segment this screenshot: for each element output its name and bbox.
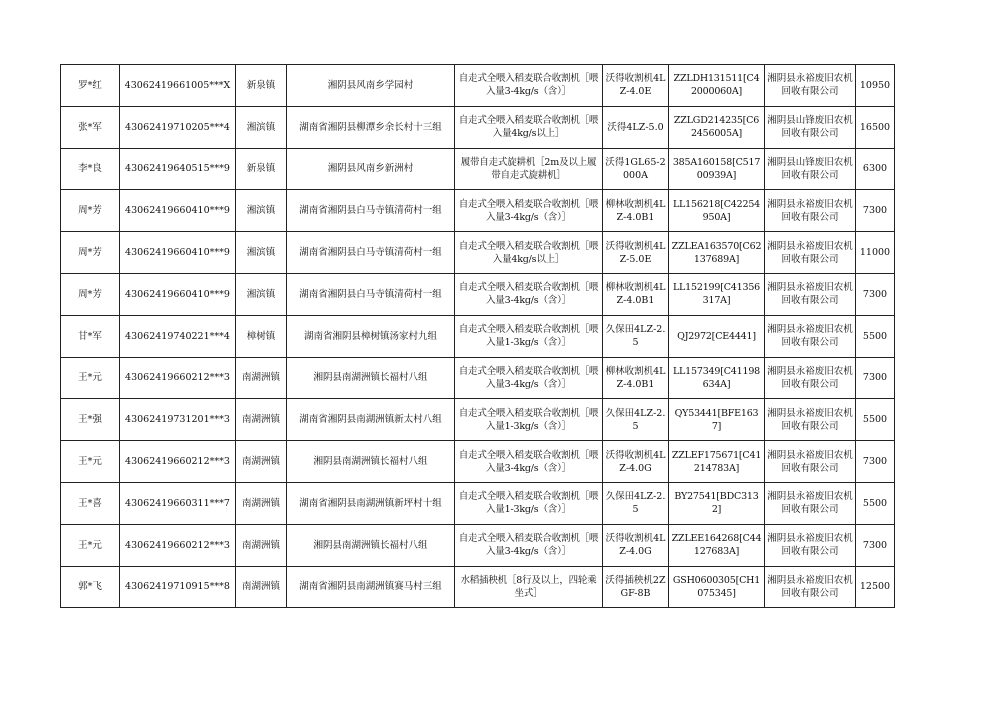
address-cell: 湘阴县风南乡学园村: [287, 65, 455, 107]
machine-type-cell: 自走式全喂入稻麦联合收割机［喂入量4kg/s以上］: [455, 232, 603, 274]
id-number-cell: 43062419640515***9: [120, 148, 236, 190]
town-cell: 湘滨镇: [236, 190, 287, 232]
id-number-cell: 43062419661005***X: [120, 65, 236, 107]
amount-cell: 5500: [856, 482, 895, 524]
address-cell: 湘阴县风南乡新洲村: [287, 148, 455, 190]
owner-name-cell: 周*芳: [61, 273, 120, 315]
table-row: [61, 315, 895, 357]
serial-number-cell: LL156218[C42254950A]: [669, 190, 765, 232]
table-row: [61, 524, 895, 566]
owner-name-cell: 李*良: [61, 148, 120, 190]
model-cell: 柳林收割机4LZ-4.0B1: [603, 190, 669, 232]
amount-cell: 7300: [856, 190, 895, 232]
recycler-cell: 湘阴县永裕废旧农机回收有限公司: [765, 65, 856, 107]
owner-name-cell: 周*芳: [61, 232, 120, 274]
address-cell: 湖南省湘阴县南湖洲镇新太村八组: [287, 399, 455, 441]
serial-number-cell: QJ2972[CE4441]: [669, 315, 765, 357]
serial-number-cell: ZZLEE164268[C44127683A]: [669, 524, 765, 566]
machine-type-cell: 自走式全喂入稻麦联合收割机［喂入量3-4kg/s（含）］: [455, 524, 603, 566]
id-number-cell: 43062419731201***3: [120, 399, 236, 441]
model-cell: 久保田4LZ-2.5: [603, 399, 669, 441]
town-cell: 南湖洲镇: [236, 482, 287, 524]
table-row: [61, 482, 895, 524]
owner-name-cell: 张*军: [61, 106, 120, 148]
town-cell: 樟树镇: [236, 315, 287, 357]
serial-number-cell: ZZLEA163570[C62137689A]: [669, 232, 765, 274]
town-cell: 湘滨镇: [236, 273, 287, 315]
address-cell: 湖南省湘阴县白马寺镇清荷村一组: [287, 190, 455, 232]
amount-cell: 5500: [856, 399, 895, 441]
recycler-cell: 湘阴县永裕废旧农机回收有限公司: [765, 273, 856, 315]
id-number-cell: 43062419710205***4: [120, 106, 236, 148]
recycler-cell: 湘阴县永裕废旧农机回收有限公司: [765, 190, 856, 232]
model-cell: 柳林收割机4LZ-4.0B1: [603, 273, 669, 315]
model-cell: 沃得收割机4LZ-4.0G: [603, 524, 669, 566]
address-cell: 湖南省湘阴县白马寺镇清荷村一组: [287, 232, 455, 274]
machine-type-cell: 自走式全喂入稻麦联合收割机［喂入量1-3kg/s（含）］: [455, 482, 603, 524]
recycler-cell: 湘阴县永裕废旧农机回收有限公司: [765, 524, 856, 566]
machine-type-cell: 自走式全喂入稻麦联合收割机［喂入量3-4kg/s（含）］: [455, 441, 603, 483]
table-row: [61, 190, 895, 232]
model-cell: 沃得1GL65-2000A: [603, 148, 669, 190]
table-row: [61, 357, 895, 399]
amount-cell: 16500: [856, 106, 895, 148]
recycler-cell: 湘阴县永裕废旧农机回收有限公司: [765, 315, 856, 357]
model-cell: 沃得插秧机2ZGF-8B: [603, 566, 669, 608]
id-number-cell: 43062419660212***3: [120, 357, 236, 399]
serial-number-cell: BY27541[BDC3132]: [669, 482, 765, 524]
recycler-cell: 湘阴县永裕废旧农机回收有限公司: [765, 482, 856, 524]
amount-cell: 7300: [856, 524, 895, 566]
model-cell: 沃得收割机4LZ-5.0E: [603, 232, 669, 274]
table-row: [61, 273, 895, 315]
recycler-cell: 湘阴县永裕废旧农机回收有限公司: [765, 232, 856, 274]
id-number-cell: 43062419660212***3: [120, 524, 236, 566]
table-row: [61, 441, 895, 483]
amount-cell: 6300: [856, 148, 895, 190]
town-cell: 南湖洲镇: [236, 566, 287, 608]
recycler-cell: 湘阴县永裕废旧农机回收有限公司: [765, 357, 856, 399]
id-number-cell: 43062419740221***4: [120, 315, 236, 357]
machine-type-cell: 自走式全喂入稻麦联合收割机［喂入量3-4kg/s（含）］: [455, 273, 603, 315]
recycler-cell: 湘阴县山锋废旧农机回收有限公司: [765, 106, 856, 148]
id-number-cell: 43062419660410***9: [120, 190, 236, 232]
serial-number-cell: ZZLGD214235[C62456005A]: [669, 106, 765, 148]
town-cell: 湘滨镇: [236, 232, 287, 274]
address-cell: 湖南省湘阴县南湖洲镇新坪村十组: [287, 482, 455, 524]
amount-cell: 7300: [856, 441, 895, 483]
machine-type-cell: 自走式全喂入稻麦联合收割机［喂入量4kg/s以上］: [455, 106, 603, 148]
town-cell: 南湖洲镇: [236, 441, 287, 483]
id-number-cell: 43062419710915***8: [120, 566, 236, 608]
owner-name-cell: 王*强: [61, 399, 120, 441]
amount-cell: 5500: [856, 315, 895, 357]
machine-type-cell: 水稻插秧机［8行及以上，四轮乘坐式］: [455, 566, 603, 608]
machine-type-cell: 自走式全喂入稻麦联合收割机［喂入量3-4kg/s（含）］: [455, 357, 603, 399]
table-row: [61, 65, 895, 107]
address-cell: 湘阴县南湖洲镇长福村八组: [287, 357, 455, 399]
owner-name-cell: 王*喜: [61, 482, 120, 524]
records-table: [60, 64, 895, 608]
records-table-body: [61, 65, 895, 608]
serial-number-cell: 385A160158[C51700939A]: [669, 148, 765, 190]
model-cell: 久保田4LZ-2.5: [603, 482, 669, 524]
table-row: [61, 232, 895, 274]
serial-number-cell: ZZLEF175671[C41214783A]: [669, 441, 765, 483]
recycler-cell: 湘阴县山锋废旧农机回收有限公司: [765, 148, 856, 190]
table-row: [61, 106, 895, 148]
machine-type-cell: 自走式全喂入稻麦联合收割机［喂入量1-3kg/s（含）］: [455, 399, 603, 441]
owner-name-cell: 周*芳: [61, 190, 120, 232]
machine-type-cell: 自走式全喂入稻麦联合收割机［喂入量3-4kg/s（含）］: [455, 190, 603, 232]
owner-name-cell: 郭*飞: [61, 566, 120, 608]
machine-type-cell: 自走式全喂入稻麦联合收割机［喂入量3-4kg/s（含）］: [455, 65, 603, 107]
town-cell: 南湖洲镇: [236, 524, 287, 566]
address-cell: 湖南省湘阴县南湖洲镇赛马村三组: [287, 566, 455, 608]
owner-name-cell: 王*元: [61, 441, 120, 483]
table-row: [61, 148, 895, 190]
address-cell: 湘阴县南湖洲镇长福村八组: [287, 441, 455, 483]
owner-name-cell: 罗*红: [61, 65, 120, 107]
model-cell: 沃得收割机4LZ-4.0E: [603, 65, 669, 107]
address-cell: 湖南省湘阴县柳潭乡余长村十三组: [287, 106, 455, 148]
serial-number-cell: LL157349[C41198634A]: [669, 357, 765, 399]
town-cell: 南湖洲镇: [236, 357, 287, 399]
model-cell: 久保田4LZ-2.5: [603, 315, 669, 357]
id-number-cell: 43062419660410***9: [120, 273, 236, 315]
recycler-cell: 湘阴县永裕废旧农机回收有限公司: [765, 441, 856, 483]
owner-name-cell: 王*元: [61, 524, 120, 566]
id-number-cell: 43062419660410***9: [120, 232, 236, 274]
serial-number-cell: QY53441[BFE1637]: [669, 399, 765, 441]
amount-cell: 7300: [856, 273, 895, 315]
address-cell: 湘阴县南湖洲镇长福村八组: [287, 524, 455, 566]
model-cell: 柳林收割机4LZ-4.0B1: [603, 357, 669, 399]
id-number-cell: 43062419660311***7: [120, 482, 236, 524]
serial-number-cell: GSH0600305[CH1075345]: [669, 566, 765, 608]
recycler-cell: 湘阴县永裕废旧农机回收有限公司: [765, 566, 856, 608]
address-cell: 湖南省湘阴县樟树镇汤家村九组: [287, 315, 455, 357]
town-cell: 湘滨镇: [236, 106, 287, 148]
id-number-cell: 43062419660212***3: [120, 441, 236, 483]
machine-type-cell: 履带自走式旋耕机［2m及以上履带自走式旋耕机］: [455, 148, 603, 190]
recycler-cell: 湘阴县永裕废旧农机回收有限公司: [765, 399, 856, 441]
serial-number-cell: ZZLDH131511[C42000060A]: [669, 65, 765, 107]
table-row: [61, 566, 895, 608]
town-cell: 新泉镇: [236, 148, 287, 190]
machine-type-cell: 自走式全喂入稻麦联合收割机［喂入量1-3kg/s（含）］: [455, 315, 603, 357]
amount-cell: 11000: [856, 232, 895, 274]
amount-cell: 10950: [856, 65, 895, 107]
town-cell: 南湖洲镇: [236, 399, 287, 441]
address-cell: 湖南省湘阴县白马寺镇清荷村一组: [287, 273, 455, 315]
serial-number-cell: LL152199[C41356317A]: [669, 273, 765, 315]
town-cell: 新泉镇: [236, 65, 287, 107]
model-cell: 沃得4LZ-5.0: [603, 106, 669, 148]
owner-name-cell: 甘*军: [61, 315, 120, 357]
amount-cell: 7300: [856, 357, 895, 399]
amount-cell: 12500: [856, 566, 895, 608]
model-cell: 沃得收割机4LZ-4.0G: [603, 441, 669, 483]
table-row: [61, 399, 895, 441]
owner-name-cell: 王*元: [61, 357, 120, 399]
